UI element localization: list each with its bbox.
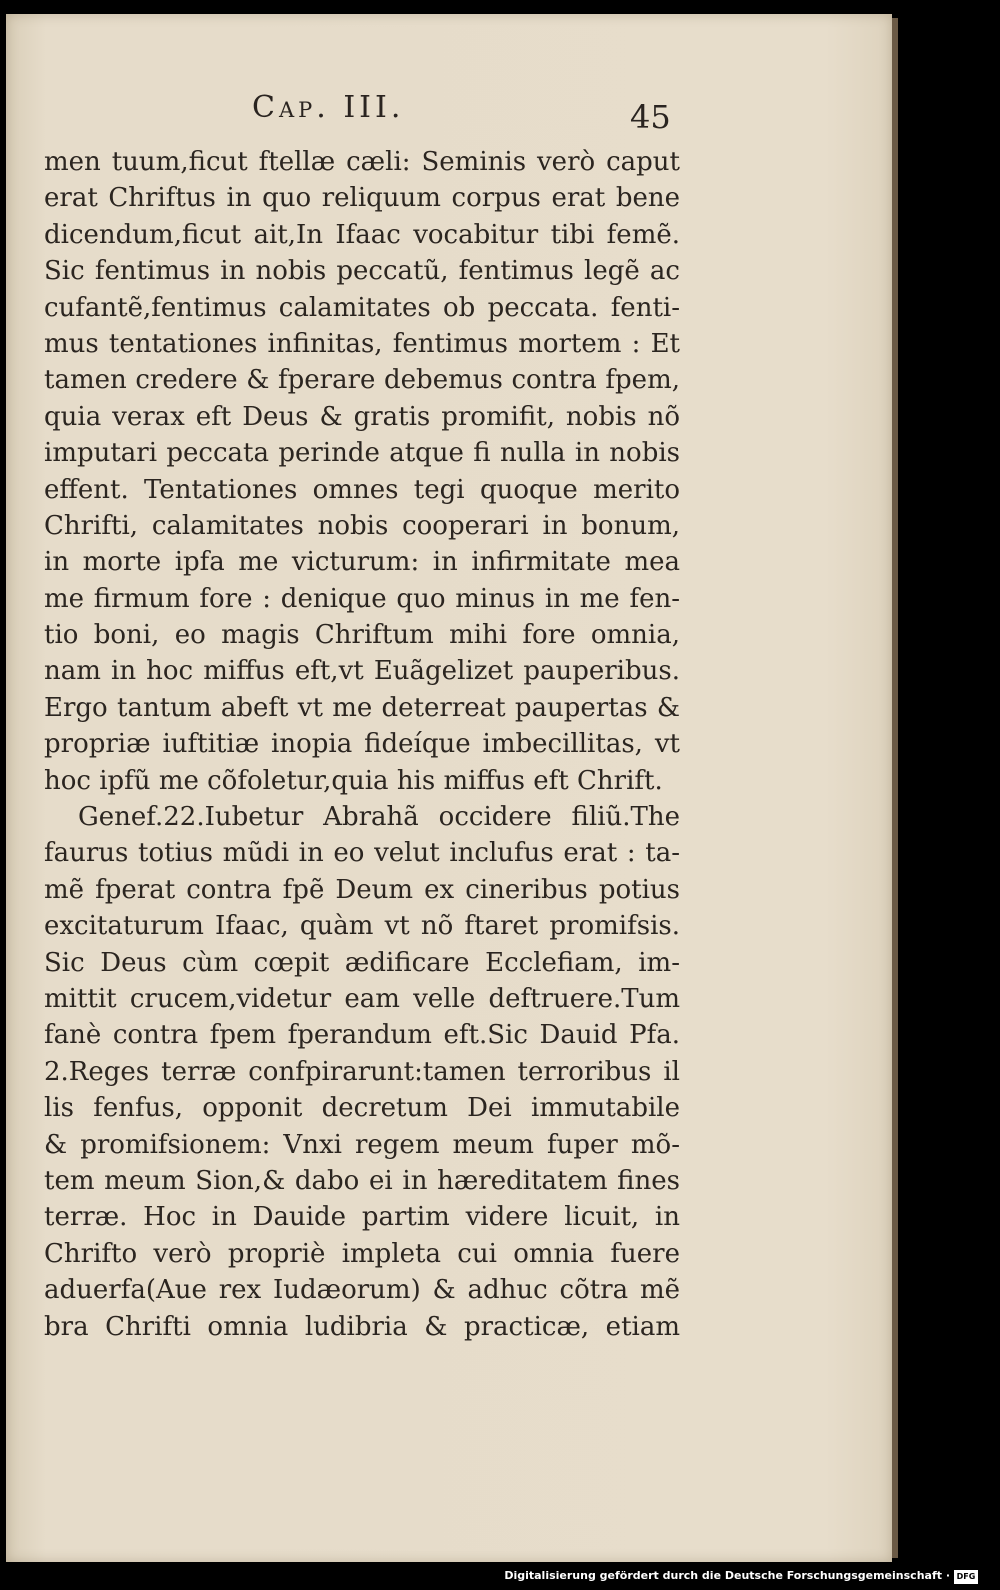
text-line: Sic fentimus in nobis peccatũ, fentimus legẽ ac — [44, 256, 680, 287]
text-line: in morte ipfa me victurum: in infirmitate mea — [44, 547, 680, 578]
text-line: Ergo tantum abeft vt me deterreat paupertas & — [44, 692, 680, 723]
dfg-logo: DFG — [954, 1570, 978, 1584]
text-line: mẽ fperat contra fpẽ Deum ex cineribus potius — [44, 874, 680, 905]
footer-bar — [0, 1566, 1000, 1590]
text-line: men tuum,ficut ftellæ cæli: Seminis verò caput — [44, 147, 680, 177]
text-line: me firmum fore : denique quo minus in me fen- — [44, 583, 680, 614]
text-line: imputari peccata perinde atque fi nulla in nobis — [44, 438, 680, 469]
text-line: excitaturum Ifaac, quàm vt nõ ftaret promifsis. — [44, 911, 680, 942]
text-line: tem meum Sion,& dabo ei in hæreditatem fines — [44, 1165, 680, 1196]
text-line: lis fenfus, opponit decretum Dei immutabile — [44, 1093, 680, 1124]
text-block — [44, 144, 680, 1345]
text-line: cufantẽ,fentimus calamitates ob peccata. fenti- — [44, 292, 680, 323]
text-line: aduerfa(Aue rex Iudæorum) & adhuc cõtra mẽ — [44, 1275, 680, 1306]
funding-credit: Digitalisierung gefördert durch die Deutsche Forschungsgemeinschaft · — [504, 1569, 950, 1582]
text-line: mittit crucem,videtur eam velle deftruere.Tum — [44, 983, 680, 1014]
text-line: tio boni, eo magis Chriftum mihi fore omnia, — [44, 620, 680, 651]
text-line: propriæ iuftitiæ inopia fideíque imbecillitas, vt — [44, 729, 680, 760]
text-line: hoc ipfũ me cõfoletur,quia his miffus eft Chrift. — [44, 765, 663, 796]
text-line: quia verax eft Deus & gratis promifit, nobis nõ — [44, 401, 680, 432]
text-line: bra Chrifti omnia ludibria & practicæ, etiam — [44, 1311, 680, 1342]
running-head: Cap. III. — [252, 90, 405, 125]
text-line: Chrifti, calamitates nobis cooperari in bonum, — [44, 510, 680, 541]
page-header — [6, 86, 892, 136]
page-edge — [892, 18, 898, 1558]
text-line: & promifsionem: Vnxi regem meum fuper mõ- — [44, 1129, 680, 1160]
text-line: 2.Reges terræ confpirarunt:tamen terroribus il — [44, 1056, 680, 1087]
text-line-paragraph-start: Genef.22.Iubetur Abrahã occidere filiũ.The — [78, 802, 680, 833]
text-line: mus tentationes infinitas, fentimus mortem : Et — [44, 328, 680, 359]
text-line: fanè contra fpem fperandum eft.Sic Dauid Pfa. — [44, 1020, 680, 1051]
text-line: tamen credere & fperare debemus contra fpem, — [44, 365, 680, 396]
page-number: 45 — [630, 98, 671, 136]
text-line: nam in hoc miffus eft,vt Euãgelizet pauperibus. — [44, 656, 680, 687]
text-line: effent. Tentationes omnes tegi quoque merito — [44, 474, 680, 505]
text-line: faurus totius mũdi in eo velut inclufus erat : ta- — [44, 838, 680, 869]
text-line: Chrifto verò propriè impleta cui omnia fuere — [44, 1238, 680, 1269]
book-page — [6, 14, 892, 1562]
text-line: dicendum,ficut ait,In Ifaac vocabitur tibi femẽ. — [44, 219, 680, 250]
text-line: Sic Deus cùm cœpit ædificare Ecclefiam, im- — [44, 947, 680, 978]
text-line: terræ. Hoc in Dauide partim videre licuit, in — [44, 1202, 680, 1233]
text-line: erat Chriftus in quo reliquum corpus erat bene — [44, 183, 680, 214]
